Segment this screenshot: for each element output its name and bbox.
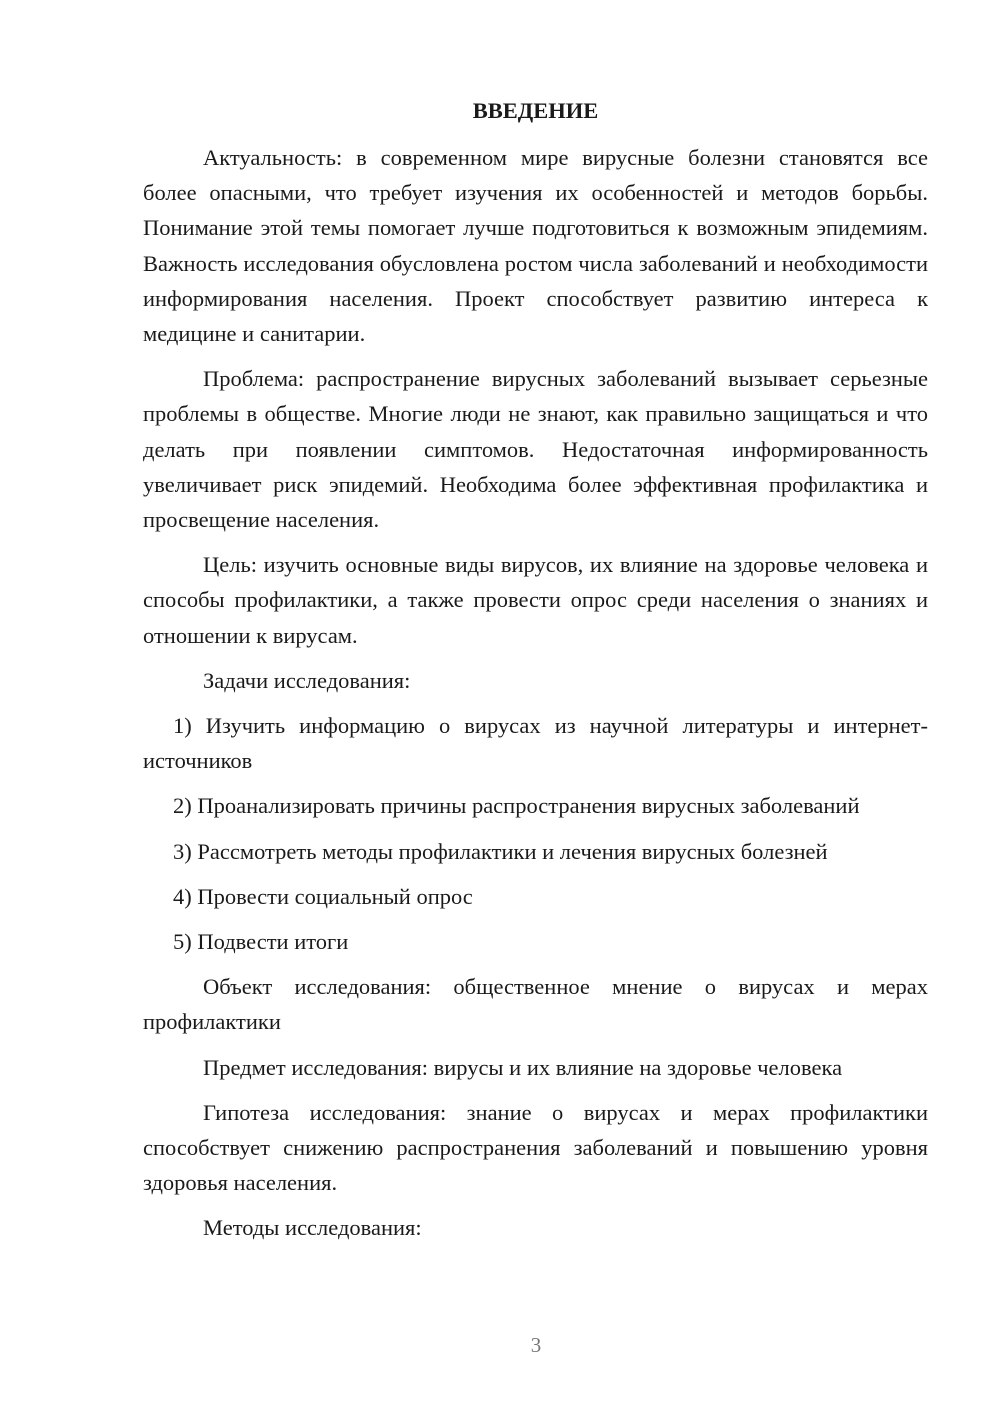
task-item: 2) Проанализировать причины распространения вирусных заболеваний <box>173 793 860 819</box>
goal-paragraph: Цель: изучить основные виды вирусов, их влияние на здоровье человека и способы профилактики, а также провести опрос среди населения о знаниях и отношении к вирусам. <box>143 552 928 648</box>
task-item: 1) Изучить информацию о вирусах из научной литературы и интернет-источников <box>143 713 928 774</box>
page-number: 3 <box>530 1333 542 1357</box>
tasks-heading: Задачи исследования: <box>203 667 411 693</box>
object-paragraph: Объект исследования: общественное мнение о вирусах и мерах профилактики <box>143 974 928 1035</box>
hypothesis-paragraph: Гипотеза исследования: знание о вирусах и мерах профилактики способствует снижению распространения заболеваний и повышению уровня здоровья населения. <box>143 1099 928 1196</box>
task-item: 5) Подвести итоги <box>173 929 349 955</box>
problem-paragraph: Проблема: распространение вирусных заболеваний вызывает серьезные проблемы в обществе. Многие люди не знают, как правильно защищаться и что делать при появлении симптомов. Недостаточная информированность увеличивает риск эпидемий. Необходима более эффективная профилактика и просвещение населения. <box>143 366 928 533</box>
relevance-paragraph: Актуальность: в современном мире вирусные болезни становятся все более опасными, что требует изучения их особенностей и методов борьбы. Понимание этой темы помогает лучше подготовиться к возможным эпидемиям. Важность исследования обусловлена ростом числа заболеваний и необходимости информирования населения. Проект способствует развитию интереса к медицине и санитарии. <box>143 145 928 347</box>
subject-paragraph: Предмет исследования: вирусы и их влияние на здоровье человека <box>203 1054 843 1080</box>
task-item: 3) Рассмотреть методы профилактики и лечения вирусных болезней <box>173 838 828 864</box>
section-title: ВВЕДЕНИЕ <box>472 98 599 123</box>
document-page <box>143 93 928 1256</box>
methods-heading: Методы исследования: <box>203 1215 422 1241</box>
task-item: 4) Провести социальный опрос <box>173 883 473 909</box>
